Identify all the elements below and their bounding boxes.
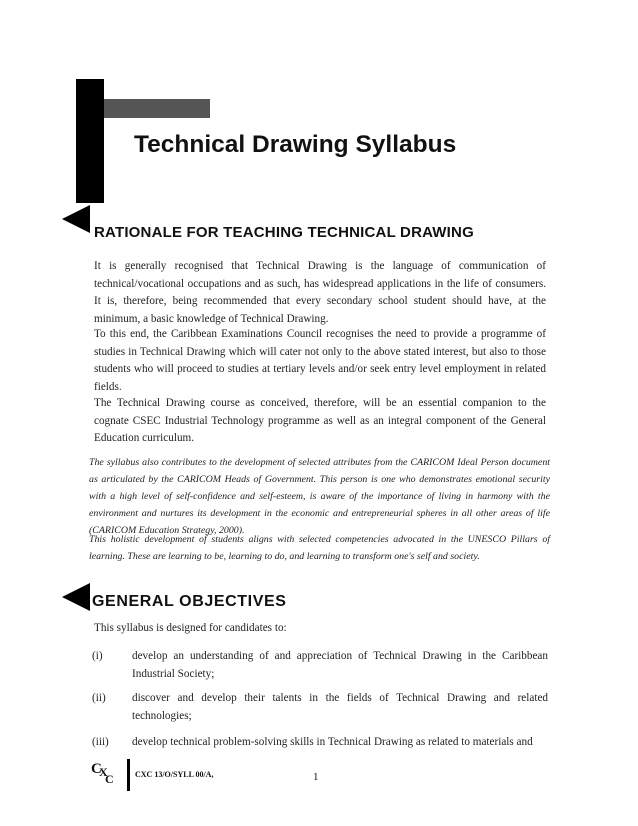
svg-text:C: C [105,772,114,785]
objective-number: (iii) [92,736,109,748]
cxc-logo-icon [90,759,118,785]
section-marker-icon [62,205,90,233]
decorative-vertical-bar [76,79,104,203]
svg-text:X: X [99,765,108,779]
objective-number: (ii) [92,692,106,704]
objective-text: develop technical problem-solving skills in Technical Drawing as related to materials and [132,736,533,748]
objective-item [92,648,552,683]
objectives-intro: This syllabus is designed for candidates to: [94,622,287,634]
rationale-paragraph-3: The Technical Drawing course as conceived, therefore, will be an essential companion to the cognate CSEC Industrial Technology programme as well as an integral component of the General Education curriculum. [94,397,546,444]
objective-item [92,734,552,752]
footer-separator [127,759,130,791]
rationale-heading: RATIONALE FOR TEACHING TECHNICAL DRAWING [94,224,474,241]
caricom-paragraph: The syllabus also contributes to the development of selected attributes from the CARICOM Ideal Person document as articulated by the CARICOM Heads of Government. This person is one who demonstrates emotional security with a high level of self-confidence and self-esteem, is aware of the importance of living in harmony with the environment and nurtures its development in the economic and entrepreneurial spheres in all other areas of life (CARICOM Education Strategy, 2000). [89,457,550,536]
footer-syllabus-code: CXC 13/O/SYLL 00/A, [135,770,214,779]
objectives-heading: GENERAL OBJECTIVES [92,593,287,610]
unesco-paragraph: This holistic development of students aligns with selected competencies advocated in the UNESCO Pillars of learning. These are learning to be, learning to do, and learning to transform one's self and society. [89,534,550,562]
decorative-horizontal-bar [104,99,210,118]
objective-text: develop an understanding of and appreciation of Technical Drawing in the Caribbean Industrial Society; [132,650,548,680]
section-marker-icon [62,583,90,611]
page-title: Technical Drawing Syllabus [134,131,457,158]
rationale-paragraph-1: It is generally recognised that Technical Drawing is the language of communication of technical/vocational occupations and as such, has widespread applications in the life of consumers. It is, therefore, being recommended that every secondary school student should have, at the minimum, a basic knowledge of Technical Drawing. [94,260,546,325]
rationale-paragraph-2: To this end, the Caribbean Examinations Council recognises the need to provide a programme of studies in Technical Drawing which will cater not only to the above stated interest, but also to those students who will proceed to studies at tertiary levels and/or seek entry level employment in related fields. [94,328,546,393]
objective-number: (i) [92,650,103,662]
svg-text:C: C [91,761,102,777]
objective-text: discover and develop their talents in the fields of Technical Drawing and related technologies; [132,692,548,722]
page-number: 1 [313,771,319,783]
objective-item [92,690,552,725]
